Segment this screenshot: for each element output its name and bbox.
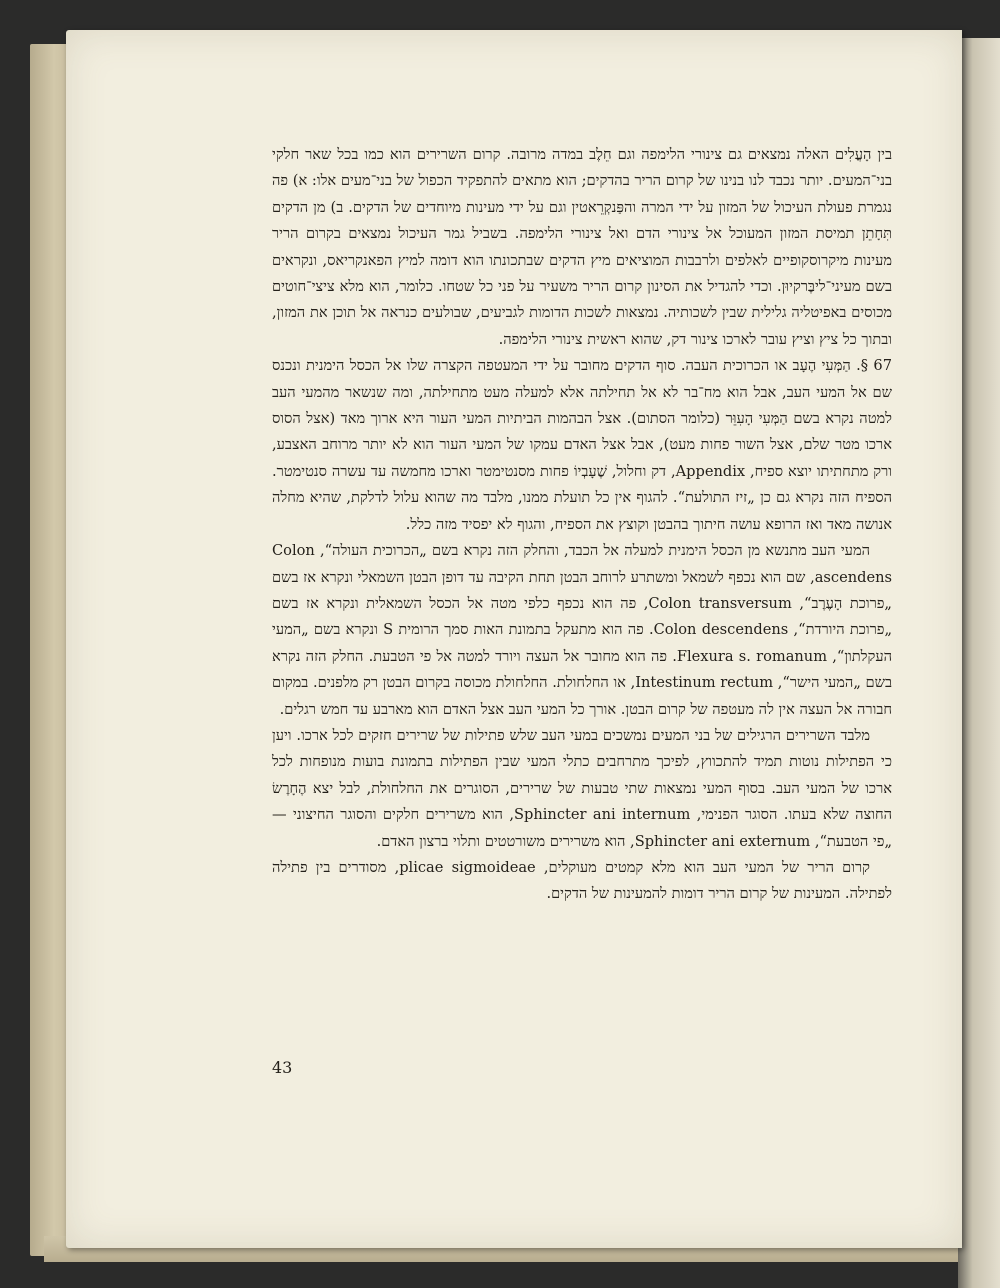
page-text-block bbox=[272, 142, 892, 908]
paragraph-3: המעי העב מתנשא מן הכסל הימנית למעלה אל הכבד, והחלק הזה נקרא בשם „הכרוכית העולה“, Colon ascendens, שם הוא נכפף לשמאל ומשתרע לרוחב הבטן תחת הקיבה עד דופן הבטן השמאלי ונקרא אז בשם „פרוכת הָעֶרֶב“, Colon transversum, פה הוא נכפף כלפי מטה אל הכסל השמאלית ונקרא אז בשם „פרוכת היורדת“, Colon descendens. פה הוא מתעקל בתמונת האות סמך הרומית S ונקרא בשם „המעי העקלתון“, Flexura s. romanum. פה הוא מחובר אל העצה ויורד למטה אל פי הטבעת. החלק הזה נקרא בשם „המעי הישר“, Intestinum rectum, או החלחולת. החלחולת מכוסה בקרום הבטן רק מלפנים. במקום חבורה אל העצה אין לה מעטפה של קרום הבטן. אורך כל המעי העב אצל האדם הוא מארבע עד חמש רגלים. bbox=[272, 542, 893, 718]
page-number: 43 bbox=[272, 1058, 293, 1077]
paragraph-1: בין הָעֳלִים האלה נמצאים גם צינורי הלימפה וגם חֵלֶב במדה מרובה. קרום השרירים הוא כמו בכל שאר חלקי בני־המעים. יותר נכבד לנו בנינו של קרום הריר בהדקים; הוא מתאים להתפקיד הכפול של בני־מעים אלו: א) פה נגמרת פעולת העיכול של המזון על ידי המרה והפַּנקְרֵאטין וגם על ידי מעינות מיוחדים של הדקים. ב) מן הדקים תִּחָתֵן תמיסת המזון המעוכל אל צינורי הדם ואל צינורי הלימפה. בשביל גמר העיכול נמצאים בקרום הריר מעינות מיקרוסקופיים לאלפים ולרבבות המוציאים מיץ הדקים שבתכונתו הוא דומה למיץ הפאנקריאס, ונקראים בשם מעיני־ליבֶּרקיוּן. וכדי להגדיל את הסינון קרום הריר משעיר על פני כל שטחו. כלומר, הוא מלא ציצי־חוטים מכוסים באפיטליה גלילית שבין לשכותיה. נמצאות לשכות הדומות לגביעים, שבולעים כנראה אל תוכן את המזון, ובתוך כל ציץ וציץ עובר לארכו צינור דק, שהוא ראשית צינורי הלימפה. bbox=[272, 146, 892, 348]
paragraph-5: קרום הריר של המעי העב הוא מלא קמטים מעוקלים, plicae sigmoideae, מסודרים בין פתילה לפתילה. המעינות של קרום הריר דומות להמעינות של הדקים. bbox=[272, 858, 892, 903]
paragraph-4: מלבד השרירים הרגילים של בני המעים נמשכים במעי העב שלש פתילות של שרירים חזקים לכל ארכו. ויען כי הפתילות נוטות תמיד להתכווץ, לפיכך מתרחבים כתלי המעי שבין הפתילות בתמונת בועות מנופחות לכל ארכו של המעי העב. בסוף המעי נמצאות שתי טבעות של שרירים, הסוגרים את החלחולת, לבל יצא הֶחָרֶשׂ החוצה שלא בעתו. הסוגר הפנימי, Sphincter ani internum, הוא משרירים חלקים והסוגר החיצוני — „פי הטבעת“, Sphincter ani externum, הוא משרירים משורטטים ותלוי ברצון האדם. bbox=[272, 726, 892, 850]
paragraph-2: 67 §. הַמְּעִי הֶעָב או הכרוכית העבה. סוף הדקים מחובר על ידי המעטפה הקצרה שלו אל הכסל הימנית ונכנס שם אל המעי העב, אבל הוא מח־בר לא אל תחילתה אלא למעלה מעט מתחילתה, ומה שנשאר מהמעי העב למטה נקרא בשם הַמְּעִי הָעִוֵּר (כלומר הסתום). אצל הבהמות הביתיות המעי העור היא ארוך מאד (אצל הסוס ארכו מטר שלם, אצל השור פחות מעט), אבל אצל האדם עמקו של המעי העור הוא לא יותר מרוחב האצבע, ורק מתחתיתו יוצא ספיח, Appendix, דק וחלול, שֶׁעָבְיוֹ פחות מסנטימטר וארכו מחמשה עד עשרה סנטימטר. הספיח הזה נקרא גם כן „זיז התולעת“. להגוף אין כל תועלת ממנו, מלבד מה שהוא עלול לדלקת, שהיא מחלה אנושה מאד ואז הרופא עושה חיתוך בהבטן וקוצץ את הספיח, והגוף לא יפסיד מזה כלל. bbox=[272, 357, 892, 533]
book-page bbox=[66, 30, 962, 1248]
facing-page-edge bbox=[958, 38, 1000, 1288]
